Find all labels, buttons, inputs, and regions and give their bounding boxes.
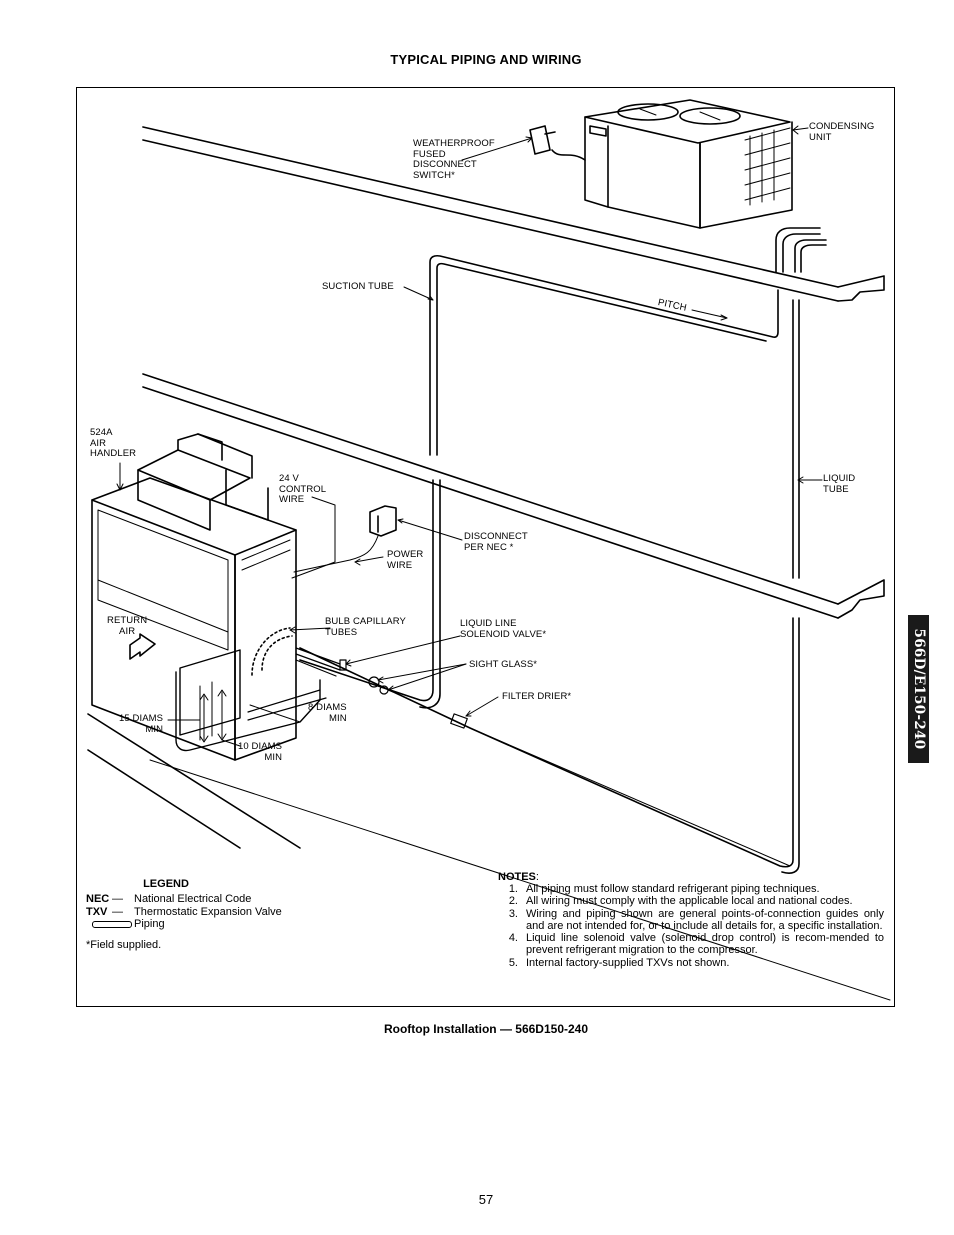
piping-icon	[86, 918, 134, 931]
note-text: Wiring and piping shown are general points-of-connection guides only and are not intended for, or to include all details for, a specific installation.	[526, 907, 884, 932]
note-item	[498, 895, 884, 907]
note-text: All wiring must comply with the applicable local and national codes.	[526, 895, 853, 908]
label-15-diams: 15 DIAMS MIN	[119, 713, 164, 735]
liquid-drop-b	[782, 618, 799, 873]
label-air-handler: 524A AIR HANDLER	[90, 427, 137, 459]
label-sight-glass: SIGHT GLASS*	[469, 659, 538, 670]
page-title: TYPICAL PIPING AND WIRING	[390, 52, 582, 67]
control-wire	[292, 497, 335, 578]
note-item	[498, 932, 884, 957]
note-number: 1.	[508, 883, 518, 895]
label-bulb-capillary: BULB CAPILLARY TUBES	[325, 616, 406, 638]
label-solenoid-valve: LIQUID LINE SOLENOID VALVE*	[460, 618, 547, 640]
label-condensing-unit: CONDENSING UNIT	[809, 121, 875, 143]
weatherproof-switch-drawing	[530, 126, 585, 160]
legend-text: National Electrical Code	[134, 893, 252, 905]
note-item	[498, 908, 884, 933]
condensing-unit	[585, 100, 792, 228]
legend-abbr: TXV	[86, 905, 108, 918]
notes-title: NOTES	[498, 871, 536, 883]
figure-caption: Rooftop Installation — 566D150-240	[383, 1022, 589, 1036]
note-number: 5.	[508, 956, 518, 969]
label-liquid-tube: LIQUID TUBE	[823, 473, 856, 495]
side-tab	[908, 615, 929, 763]
label-weatherproof-switch: WEATHERPROOF FUSED DISCONNECT SWITCH*	[413, 138, 495, 181]
power-disconnect-drawing	[370, 506, 396, 536]
line-stub-4	[801, 245, 826, 272]
note-number: 4.	[508, 932, 518, 945]
legend-item	[86, 893, 326, 906]
legend-text: Piping	[134, 918, 165, 930]
note-text: All piping must follow standard refrigerant piping techniques.	[526, 883, 820, 895]
ceiling-break	[838, 580, 884, 618]
ceiling-edge-bottom	[143, 387, 838, 618]
notes: NOTES: 1. All piping must follow standard refrigerant piping techniques. 2. All wiring must comply with the applicable local and national codes. 3. Wiring and piping shown are general points-of-connection guides only and are not intended for, or to include all details for, a specific installation. 4. Liquid line solenoid valve (solenoid drop control) is recom-mended to prevent refrigerant migration to the compressor. 5. Internal factory-supplied TXVs not shown.	[498, 871, 884, 969]
legend-abbr: NEC	[86, 893, 110, 905]
side-tab-label: 566D/E150-240	[910, 628, 927, 750]
dim-15	[200, 694, 208, 742]
legend-dash: —	[112, 893, 123, 905]
note-text: Internal factory-supplied TXVs not shown.	[526, 956, 730, 969]
power-wire	[294, 536, 378, 572]
legend-text: Thermostatic Expansion Valve	[134, 905, 282, 918]
note-item	[498, 957, 884, 969]
label-return-air: RETURN AIR	[107, 615, 148, 637]
label-filter-drier: FILTER DRIER*	[502, 691, 572, 702]
note-number: 2.	[508, 895, 518, 908]
legend-dash: —	[112, 905, 123, 918]
label-control-wire: 24 V CONTROL WIRE	[279, 473, 327, 505]
return-air-arrow	[130, 634, 155, 659]
dim-10	[218, 690, 226, 740]
legend-item	[86, 906, 326, 919]
legend-footnote: *Field supplied.	[86, 938, 162, 951]
label-pitch: PITCH	[656, 297, 688, 314]
label-10-diams: 10 DIAMS MIN	[238, 741, 283, 763]
label-power-wire: POWER WIRE	[387, 549, 424, 571]
liquid-drop-a	[300, 618, 793, 867]
air-handler-drawing	[92, 434, 296, 760]
ceiling-edge-top	[143, 374, 838, 604]
page-number: 57	[478, 1192, 494, 1207]
suction-tube-outer	[430, 256, 778, 455]
note-text: Liquid line solenoid valve (solenoid drop control) is recom-mended to prevent refrigerant migration to the compressor.	[526, 932, 884, 957]
roof-break	[838, 276, 884, 301]
suction-tube-inner	[437, 264, 766, 455]
air-handler-piping	[180, 650, 240, 735]
label-suction-tube: SUCTION TUBE	[322, 281, 394, 292]
label-disconnect-nec: DISCONNECT PER NEC *	[464, 531, 528, 553]
label-8-diams: 8 DIAMS MIN	[308, 702, 347, 724]
note-number: 3.	[508, 907, 518, 920]
legend-item-piping	[86, 918, 326, 931]
note-item	[498, 883, 884, 895]
legend-title: LEGEND	[143, 878, 189, 890]
suction-drop-a	[300, 480, 433, 701]
legend	[86, 878, 326, 951]
